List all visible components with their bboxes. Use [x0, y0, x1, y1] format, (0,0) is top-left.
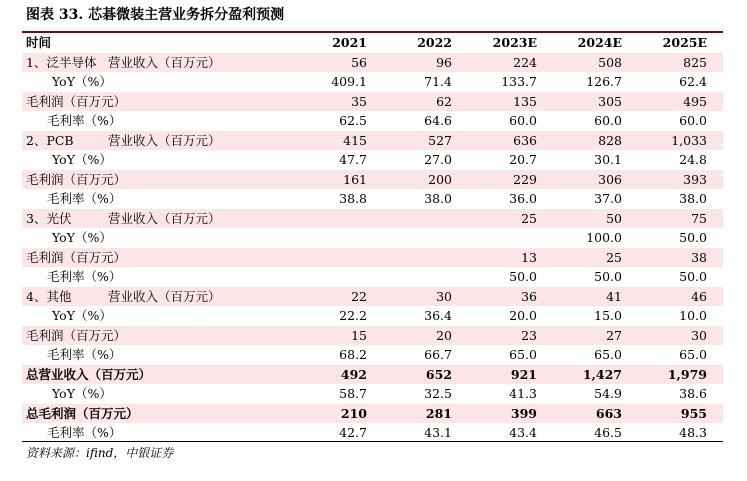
value-cell: 495	[638, 92, 723, 112]
row-label-cell	[22, 131, 298, 151]
value-cell: 65.0	[509, 347, 537, 362]
value-cell: 96	[383, 53, 468, 73]
value-cell: 65.0	[594, 347, 622, 362]
row-label: 营业收入（百万元）	[108, 54, 221, 70]
value-cell: 30	[383, 287, 468, 307]
value-cell: 828	[553, 131, 638, 151]
table-row	[22, 189, 723, 209]
row-label: 毛利润（百万元）	[26, 327, 127, 343]
value-cell	[383, 228, 468, 248]
value-cell	[468, 228, 553, 248]
row-label: 毛利润（百万元）	[26, 249, 127, 265]
value-cell: 50.0	[509, 269, 537, 284]
value-cell: 48.3	[679, 425, 707, 440]
value-cell: 13	[468, 248, 553, 268]
value-cell: 50.0	[679, 269, 707, 284]
row-label-cell	[22, 209, 298, 229]
value-cell: 30	[638, 326, 723, 346]
row-label: 营业收入（百万元）	[108, 132, 221, 148]
table-row	[22, 111, 723, 131]
value-cell: 62.4	[679, 74, 707, 89]
value-cell: 35	[298, 92, 383, 112]
value-cell: 43.4	[509, 425, 537, 440]
value-cell: 1,979	[638, 365, 723, 385]
table-row	[22, 170, 723, 190]
row-label: YoY（%）	[52, 308, 112, 323]
value-cell: 1,427	[553, 365, 638, 385]
value-cell: 20	[383, 326, 468, 346]
value-cell: 36.4	[424, 308, 452, 323]
row-label: 总毛利润（百万元）	[26, 405, 139, 421]
value-cell	[383, 267, 468, 287]
value-cell: 41	[553, 287, 638, 307]
value-cell: 921	[468, 365, 553, 385]
table-bottom-rule	[22, 441, 723, 442]
row-label-cell	[22, 111, 298, 131]
header-year: 2025E	[662, 35, 707, 50]
value-cell: 50	[553, 209, 638, 229]
value-cell: 38.6	[679, 386, 707, 401]
value-cell: 306	[553, 170, 638, 190]
value-cell: 20.7	[509, 152, 537, 167]
value-cell: 36	[468, 287, 553, 307]
value-cell: 508	[553, 53, 638, 73]
value-cell: 37.0	[594, 191, 622, 206]
value-cell: 60.0	[679, 113, 707, 128]
row-label-cell	[22, 92, 298, 112]
row-label-cell	[22, 326, 298, 346]
value-cell: 27.0	[424, 152, 452, 167]
value-cell	[383, 209, 468, 229]
value-cell: 22	[298, 287, 383, 307]
value-cell: 75	[638, 209, 723, 229]
value-cell: 415	[298, 131, 383, 151]
value-cell: 50.0	[594, 269, 622, 284]
value-cell: 65.0	[679, 347, 707, 362]
row-label: 毛利率（%）	[47, 191, 122, 206]
value-cell: 161	[298, 170, 383, 190]
value-cell: 25	[468, 209, 553, 229]
header-year: 2024E	[577, 35, 622, 50]
value-cell: 64.6	[424, 113, 452, 128]
value-cell: 27	[553, 326, 638, 346]
row-label: 毛利率（%）	[47, 347, 122, 362]
value-cell: 66.7	[424, 347, 452, 362]
row-label: YoY（%）	[52, 230, 112, 245]
value-cell	[298, 209, 383, 229]
source-note: 资料来源：ifind，中银证券	[26, 446, 174, 460]
value-cell: 23	[468, 326, 553, 346]
value-cell: 42.7	[339, 425, 367, 440]
table-row	[22, 423, 723, 443]
value-cell: 58.7	[339, 386, 367, 401]
table-row	[22, 228, 723, 248]
value-cell: 43.1	[424, 425, 452, 440]
value-cell: 38.8	[339, 191, 367, 206]
value-cell: 71.4	[424, 74, 452, 89]
row-label-cell	[22, 287, 298, 307]
segment-name: 2、PCB	[26, 132, 74, 148]
row-label-cell	[22, 345, 298, 365]
value-cell: 54.9	[594, 386, 622, 401]
value-cell: 135	[468, 92, 553, 112]
value-cell: 955	[638, 404, 723, 424]
table-row	[22, 150, 723, 170]
table-row	[22, 287, 723, 307]
value-cell: 10.0	[679, 308, 707, 323]
row-label: YoY（%）	[52, 74, 112, 89]
table-row	[22, 72, 723, 92]
row-label: 毛利润（百万元）	[26, 93, 127, 109]
table-row	[22, 248, 723, 268]
row-label-cell	[22, 384, 298, 404]
segment-name: 3、光伏	[26, 210, 72, 226]
value-cell: 636	[468, 131, 553, 151]
value-cell: 200	[383, 170, 468, 190]
row-label-cell	[22, 189, 298, 209]
table-row	[22, 345, 723, 365]
value-cell	[383, 248, 468, 268]
row-label: 毛利率（%）	[47, 269, 122, 284]
value-cell: 126.7	[586, 74, 622, 89]
row-label-cell	[22, 53, 298, 73]
value-cell: 399	[468, 404, 553, 424]
forecast-table	[22, 33, 723, 443]
row-label-cell	[22, 423, 298, 443]
value-cell: 46.5	[594, 425, 622, 440]
value-cell: 62.5	[339, 113, 367, 128]
value-cell: 393	[638, 170, 723, 190]
row-label: 毛利润（百万元）	[26, 171, 127, 187]
value-cell: 50.0	[679, 230, 707, 245]
value-cell: 38.0	[679, 191, 707, 206]
value-cell: 15	[298, 326, 383, 346]
value-cell: 46	[638, 287, 723, 307]
row-label-cell	[22, 170, 298, 190]
value-cell	[298, 248, 383, 268]
value-cell: 224	[468, 53, 553, 73]
row-label-cell	[22, 248, 298, 268]
row-label: 营业收入（百万元）	[108, 288, 221, 304]
value-cell: 229	[468, 170, 553, 190]
table-row	[22, 384, 723, 404]
value-cell: 47.7	[339, 152, 367, 167]
value-cell: 25	[553, 248, 638, 268]
value-cell: 281	[383, 404, 468, 424]
exhibit-title: 图表 33. 芯碁微装主营业务拆分盈利预测	[26, 7, 285, 23]
value-cell: 41.3	[509, 386, 537, 401]
value-cell: 305	[553, 92, 638, 112]
row-label: 毛利率（%）	[47, 425, 122, 440]
value-cell: 663	[553, 404, 638, 424]
row-label-cell	[22, 267, 298, 287]
row-label: 毛利率（%）	[47, 113, 122, 128]
value-cell: 20.0	[509, 308, 537, 323]
row-label-cell	[22, 150, 298, 170]
value-cell: 22.2	[339, 308, 367, 323]
table-row	[22, 404, 723, 424]
row-label-cell	[22, 306, 298, 326]
value-cell: 100.0	[586, 230, 622, 245]
header-year: 2021	[332, 35, 367, 50]
table-row	[22, 267, 723, 287]
value-cell: 60.0	[594, 113, 622, 128]
value-cell: 825	[638, 53, 723, 73]
value-cell: 68.2	[339, 347, 367, 362]
header-year: 2022	[417, 35, 452, 50]
value-cell: 492	[298, 365, 383, 385]
value-cell: 32.5	[424, 386, 452, 401]
value-cell: 24.8	[679, 152, 707, 167]
value-cell: 409.1	[331, 74, 367, 89]
row-label-cell	[22, 72, 298, 92]
table-row	[22, 365, 723, 385]
row-label: YoY（%）	[52, 152, 112, 167]
value-cell: 652	[383, 365, 468, 385]
value-cell: 210	[298, 404, 383, 424]
row-label: 营业收入（百万元）	[108, 210, 221, 226]
row-label-cell	[22, 228, 298, 248]
table-row	[22, 326, 723, 346]
table-row	[22, 53, 723, 73]
table-header-row	[22, 33, 723, 53]
value-cell: 36.0	[509, 191, 537, 206]
segment-name: 4、其他	[26, 288, 72, 304]
value-cell: 38	[638, 248, 723, 268]
value-cell: 38.0	[424, 191, 452, 206]
table-row	[22, 209, 723, 229]
header-year: 2023E	[492, 35, 537, 50]
row-label: 总营业收入（百万元）	[26, 366, 152, 382]
table-row	[22, 92, 723, 112]
row-label: YoY（%）	[52, 386, 112, 401]
value-cell: 60.0	[509, 113, 537, 128]
table-row	[22, 306, 723, 326]
header-label: 时间	[26, 35, 52, 50]
value-cell	[298, 228, 383, 248]
value-cell: 527	[383, 131, 468, 151]
value-cell: 56	[298, 53, 383, 73]
row-label-cell	[22, 404, 298, 424]
value-cell: 62	[383, 92, 468, 112]
value-cell: 30.1	[594, 152, 622, 167]
row-label-cell	[22, 365, 298, 385]
value-cell	[298, 267, 383, 287]
value-cell: 133.7	[501, 74, 537, 89]
table-row	[22, 131, 723, 151]
value-cell: 15.0	[594, 308, 622, 323]
segment-name: 1、泛半导体	[26, 54, 97, 70]
value-cell: 1,033	[638, 131, 723, 151]
